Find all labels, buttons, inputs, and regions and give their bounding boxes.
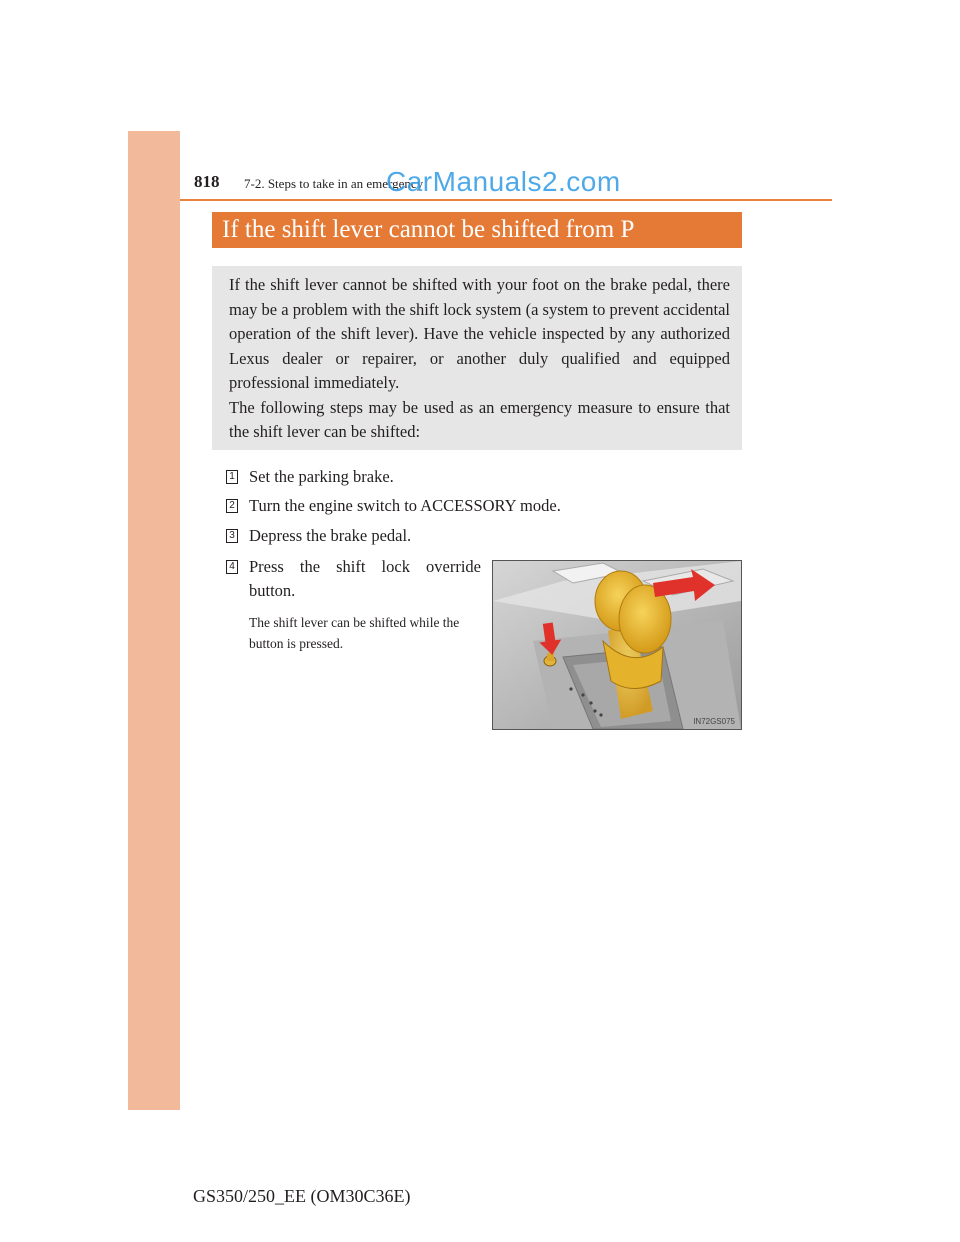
step-number: 4 [226, 560, 238, 574]
step-item [226, 524, 411, 548]
step-note: The shift lever can be shifted while the button is pressed. [249, 615, 460, 651]
intro-box [212, 266, 742, 450]
step-number: 2 [226, 499, 238, 513]
step-item [226, 494, 561, 518]
step-text: Turn the engine switch to ACCESSORY mode. [249, 496, 561, 515]
shift-lever-illustration [492, 560, 742, 730]
step-text: Press the shift lock override button. [249, 557, 481, 600]
intro-paragraph: If the shift lever cannot be shifted with your foot on the brake pedal, there may be a problem with the shift lock system (a system to prevent accidental operation of the shift lever). Have the vehicle inspected by any authorized Lexus dealer or repairer, or another duly qualified and equipped professional immediately. [229, 275, 730, 392]
step-text: Depress the brake pedal. [249, 526, 412, 545]
header-rule [180, 199, 832, 201]
step-number: 3 [226, 529, 238, 543]
intro-paragraph: The following steps may be used as an emergency measure to ensure that the shift lever can be shifted: [229, 397, 730, 441]
step-item [226, 465, 394, 489]
section-heading: If the shift lever cannot be shifted from P [212, 212, 742, 248]
footer-model-code: GS350/250_EE (OM30C36E) [193, 1186, 411, 1206]
step-text: Set the parking brake. [249, 467, 394, 486]
section-title: 7-2. Steps to take in an emergency [244, 176, 424, 191]
page-number: 818 [194, 172, 220, 191]
figure-code: IN72GS075 [693, 717, 735, 726]
step-number: 1 [226, 470, 238, 484]
watermark: CarManuals2.com [386, 166, 621, 197]
chapter-side-tab [128, 131, 180, 1110]
step-item [226, 555, 481, 603]
